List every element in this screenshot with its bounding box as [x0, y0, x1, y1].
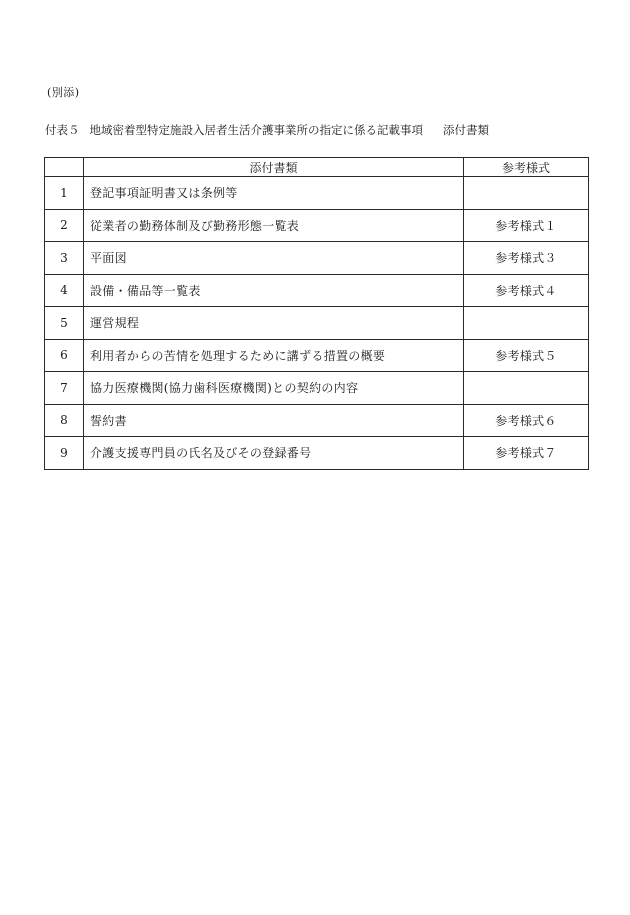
row-number: 2	[45, 209, 84, 242]
row-reference-form: 参考様式７	[464, 437, 589, 470]
table-header-row	[45, 158, 589, 177]
row-reference-form: 参考様式３	[464, 242, 589, 275]
row-number: 3	[45, 242, 84, 275]
row-reference-form: 参考様式５	[464, 339, 589, 372]
row-number: 9	[45, 437, 84, 470]
header-documents: 添付書類	[84, 158, 464, 177]
row-document: 運営規程	[84, 307, 464, 340]
table-row	[45, 274, 589, 307]
row-number: 4	[45, 274, 84, 307]
row-document: 協力医療機関(協力歯科医療機関)との契約の内容	[84, 372, 464, 405]
header-number	[45, 158, 84, 177]
row-document: 利用者からの苦情を処理するために講ずる措置の概要	[84, 339, 464, 372]
table-caption	[45, 122, 489, 138]
table-row	[45, 307, 589, 340]
row-number: 6	[45, 339, 84, 372]
row-document: 登記事項証明書又は条例等	[84, 177, 464, 210]
row-number: 7	[45, 372, 84, 405]
row-document: 平面図	[84, 242, 464, 275]
caption-label: 付表５	[45, 123, 80, 137]
attachments-table	[44, 157, 589, 470]
row-document: 介護支援専門員の氏名及びその登録番号	[84, 437, 464, 470]
row-document: 設備・備品等一覧表	[84, 274, 464, 307]
row-reference-form: 参考様式４	[464, 274, 589, 307]
header-reference-form: 参考様式	[464, 158, 589, 177]
row-number: 1	[45, 177, 84, 210]
caption-subtitle: 添付書類	[443, 123, 489, 137]
row-reference-form	[464, 177, 589, 210]
row-document: 誓約書	[84, 404, 464, 437]
row-reference-form: 参考様式６	[464, 404, 589, 437]
attachment-note: (別添)	[47, 86, 80, 99]
row-reference-form: 参考様式１	[464, 209, 589, 242]
row-document: 従業者の勤務体制及び勤務形態一覧表	[84, 209, 464, 242]
table-row	[45, 372, 589, 405]
row-number: 5	[45, 307, 84, 340]
table-row	[45, 242, 589, 275]
table-row	[45, 437, 589, 470]
table-row	[45, 339, 589, 372]
table-row	[45, 177, 589, 210]
caption-title: 地域密着型特定施設入居者生活介護事業所の指定に係る記載事項	[89, 123, 423, 137]
table-row	[45, 404, 589, 437]
table-row	[45, 209, 589, 242]
row-number: 8	[45, 404, 84, 437]
row-reference-form	[464, 307, 589, 340]
row-reference-form	[464, 372, 589, 405]
